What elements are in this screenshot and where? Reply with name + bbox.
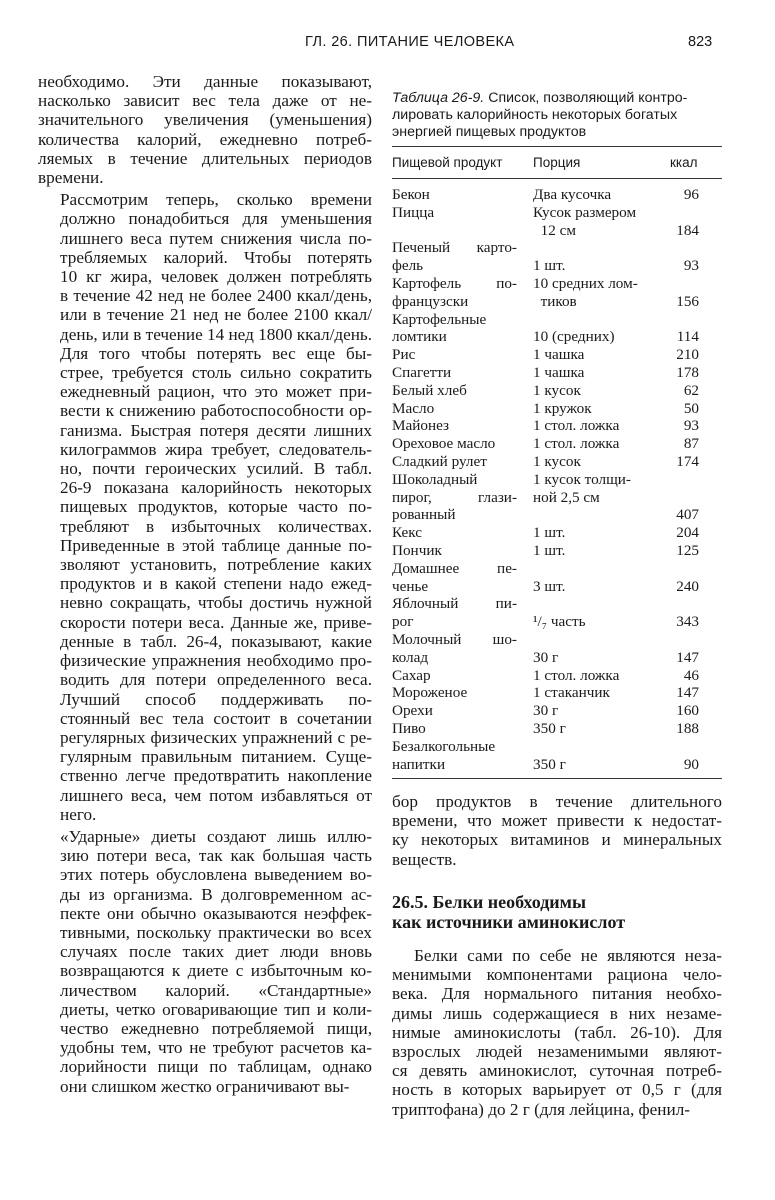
- table-row: [392, 738, 722, 774]
- kcal-cell: [662, 346, 699, 364]
- table-top-rule: [392, 146, 722, 147]
- food-line: Масло: [392, 399, 435, 417]
- food-line: Печеный карто-: [392, 239, 517, 257]
- kcal-value: 156: [676, 292, 699, 310]
- kcal-value: 160: [676, 702, 699, 720]
- text-line: насколько зависит вес тела даже от не-: [38, 91, 372, 111]
- food-line: Молочный шо-: [392, 630, 517, 648]
- text-line: значительного увеличения (уменьшения): [38, 110, 372, 130]
- food-line: рованный: [392, 506, 456, 524]
- table-row: [392, 684, 722, 702]
- text-line: гулярным правильным питанием. Суще-: [60, 747, 372, 767]
- table-bottom-rule: [392, 778, 722, 779]
- kcal-value: 174: [676, 452, 699, 470]
- page-number: 823: [688, 34, 713, 50]
- kcal-cell: [662, 293, 699, 311]
- text-line: менимыми компонентами рациона чело-: [392, 965, 722, 985]
- text-line: нимые аминокислоты (табл. 26-10). Для: [392, 1022, 722, 1042]
- kcal-cell: [662, 613, 699, 631]
- portion-cell: [533, 738, 658, 774]
- text-line: день, или в течение 14 нед 1800 ккал/день.: [60, 324, 373, 344]
- portion-cell: [533, 417, 658, 435]
- food-cell: [392, 702, 517, 720]
- food-line: Белый хлеб: [392, 381, 467, 399]
- portion-cell: [533, 720, 658, 738]
- table-row: [392, 524, 722, 542]
- portion-cell: [533, 542, 658, 560]
- food-line: Пончик: [392, 541, 442, 559]
- table-row: [392, 435, 722, 453]
- text-line: Для того чтобы потерять вес еще бы-: [60, 343, 372, 363]
- portion-line: Кусок размером: [533, 203, 637, 221]
- kcal-value: 50: [683, 399, 699, 417]
- text-line: количества калорий, ежедневно потреб-: [38, 129, 372, 149]
- table-row: [392, 453, 722, 471]
- food-line: Кекс: [392, 524, 423, 542]
- portion-line: 1 чашка: [533, 346, 585, 364]
- food-line: Картофель по-: [392, 274, 517, 292]
- kcal-value: 184: [676, 221, 699, 239]
- kcal-value: 93: [683, 257, 699, 275]
- kcal-cell: [662, 400, 699, 418]
- table-row: [392, 542, 722, 560]
- portion-cell: [533, 667, 658, 685]
- food-cell: [392, 631, 517, 667]
- text-line: водить для потери определенного веса.: [60, 670, 372, 690]
- kcal-cell: [662, 524, 699, 542]
- portion-line: 1 кусок: [533, 381, 581, 399]
- text-line: бор продуктов в течение длительного: [392, 792, 722, 811]
- portion-line: 3 шт.: [533, 577, 566, 595]
- food-cell: [392, 560, 517, 596]
- text-line: пекте они обычно оказываются неэффек-: [60, 903, 372, 923]
- portion-line: 1 стол. ложка: [533, 666, 620, 684]
- text-line: возвращаются к диете с избыточным ко-: [60, 961, 372, 981]
- calorie-table: [392, 186, 722, 773]
- kcal-value: 204: [676, 524, 699, 542]
- portion-line: 10 (средних): [533, 328, 615, 346]
- right-continuation-text: [392, 792, 722, 869]
- text-line: 10 кг жира, человек должен потреблять: [60, 267, 372, 287]
- food-cell: [392, 382, 517, 400]
- kcal-value: 87: [683, 435, 699, 453]
- table-row: [392, 346, 722, 364]
- text-line: но, почти героических усилий. В табл.: [60, 459, 372, 479]
- text-line: требляемых калорий. Чтобы потерять: [60, 247, 372, 267]
- paragraph: [392, 946, 722, 1119]
- portion-line: 1 кружок: [533, 399, 592, 417]
- text-line: денные в табл. 26-4, показывают, какие: [60, 631, 372, 651]
- text-line: чество ежедневно потребляемой пищи,: [60, 1018, 372, 1038]
- text-line: димы лишь содержащиеся в них незаме-: [392, 1003, 722, 1023]
- section-heading: [392, 892, 722, 932]
- portion-line: 350 г: [533, 755, 566, 773]
- text-line: требляют в избыточных количествах.: [60, 516, 372, 536]
- portion-cell: [533, 204, 658, 240]
- food-line: Рис: [392, 346, 416, 364]
- food-cell: [392, 346, 517, 364]
- paragraph: [38, 72, 372, 187]
- food-line: ченье: [392, 577, 429, 595]
- portion-cell: [533, 239, 658, 275]
- chapter-title: ГЛ. 26. ПИТАНИЕ ЧЕЛОВЕКА: [305, 34, 515, 50]
- food-line: Сахар: [392, 666, 431, 684]
- food-cell: [392, 311, 517, 347]
- portion-cell: [533, 400, 658, 418]
- kcal-cell: [662, 542, 699, 560]
- table-row: [392, 204, 722, 240]
- table-header-kcal: ккал: [670, 155, 698, 170]
- food-line: Бекон: [392, 186, 430, 203]
- table-caption: [392, 90, 722, 141]
- table-row: [392, 667, 722, 685]
- left-text-column: [38, 72, 372, 1096]
- kcal-value: 62: [683, 381, 699, 399]
- text-line: удобны тем, что не требуют расчетов ка-: [60, 1038, 372, 1058]
- table-row: [392, 471, 722, 524]
- table-row: [392, 382, 722, 400]
- table-row: [392, 364, 722, 382]
- kcal-value: 210: [676, 346, 699, 364]
- text-line: лорийности пищи по таблицам, однако: [60, 1057, 372, 1077]
- kcal-value: 343: [676, 613, 699, 631]
- text-line: ственно легче предотвратить накопление: [60, 766, 372, 786]
- text-line: ганизма. Быстрая потеря десяти лишних: [60, 420, 372, 440]
- text-line: века. Для нормального питания необхо-: [392, 984, 722, 1004]
- food-cell: [392, 524, 517, 542]
- portion-line: 10 средних лом-: [533, 274, 638, 292]
- food-line: Шоколадный: [392, 470, 478, 488]
- text-line: продуктов и в какой степени надо ежед-: [60, 574, 372, 594]
- food-line: Безалкогольные: [392, 737, 496, 755]
- section-paragraph: [392, 946, 722, 1119]
- food-line: Мороженое: [392, 684, 468, 702]
- kcal-value: 125: [676, 541, 699, 559]
- text-line: скорости потери веса. Данные же, приве-: [60, 612, 372, 632]
- portion-cell: [533, 631, 658, 667]
- food-line: Майонез: [392, 417, 450, 435]
- food-cell: [392, 364, 517, 382]
- text-line: этих потерь обусловлена выведением во-: [60, 865, 372, 885]
- kcal-cell: [662, 417, 699, 435]
- caption-line: Список, позволяющий контро-: [488, 90, 688, 106]
- table-row: [392, 275, 722, 311]
- portion-line: 12 см: [533, 221, 576, 239]
- kcal-cell: [662, 453, 699, 471]
- text-line: Белки сами по себе не являются неза-: [414, 946, 722, 965]
- text-line: ежедневный рацион, что это может при-: [60, 382, 372, 402]
- food-cell: [392, 738, 517, 774]
- text-line: ды из организма. В долговременном ас-: [60, 884, 372, 904]
- text-line: «Ударные» диеты создают лишь иллю-: [60, 826, 372, 846]
- kcal-value: 188: [676, 719, 699, 737]
- portion-line: 1 кусок: [533, 452, 581, 470]
- kcal-cell: [662, 186, 699, 204]
- food-cell: [392, 453, 517, 471]
- food-line: напитки: [392, 755, 446, 773]
- food-cell: [392, 471, 517, 524]
- kcal-cell: [662, 382, 699, 400]
- text-line: времени, что может привести к недостат-: [392, 811, 722, 831]
- portion-line: [533, 239, 658, 257]
- food-cell: [392, 595, 517, 631]
- kcal-cell: [662, 649, 699, 667]
- food-line: фель: [392, 257, 424, 275]
- kcal-cell: [662, 222, 699, 240]
- text-line: взрослых людей незаменимыми являют-: [392, 1042, 722, 1062]
- text-line: пищевых продуктов, которые часто по-: [60, 497, 372, 517]
- kcal-value: 46: [683, 666, 699, 684]
- kcal-value: 114: [676, 328, 699, 346]
- text-line: регулярных физических упражнений с ре-: [60, 727, 372, 747]
- food-cell: [392, 186, 517, 204]
- text-line: ляемых в течение длительных периодов: [38, 148, 372, 168]
- text-line: физические упражнения необходимо про-: [60, 651, 372, 671]
- kcal-cell: [662, 257, 699, 275]
- text-line: него.: [60, 804, 97, 824]
- food-cell: [392, 204, 517, 240]
- table-caption-label: Таблица 26-9.: [392, 90, 485, 106]
- text-line: зию потери веса, так как большая часть: [60, 846, 372, 866]
- text-line: вести к снижению работоспособности ор-: [60, 401, 372, 421]
- food-line: Пиво: [392, 719, 426, 737]
- food-line: рог: [392, 613, 414, 631]
- text-line: ность в которых варьирует от 0,5 г (для: [392, 1080, 722, 1100]
- text-line: лишнего веса, чем потом избавляться от: [60, 785, 372, 805]
- portion-line: [533, 311, 658, 329]
- food-line: Яблочный пи-: [392, 595, 517, 613]
- food-line: пирог, глази-: [392, 488, 517, 506]
- table-row: [392, 239, 722, 275]
- paragraph: [38, 827, 372, 1096]
- table-header-portion: Порция: [533, 155, 581, 170]
- text-line: должно понадобиться для уменьшения: [60, 209, 372, 229]
- text-line: стоянный вес тела состоит в сочетании: [60, 708, 372, 728]
- portion-cell: [533, 275, 658, 311]
- food-cell: [392, 542, 517, 560]
- text-line: веществ.: [392, 849, 457, 869]
- portion-line: 30 г: [533, 702, 559, 720]
- text-line: необходимо. Эти данные показывают,: [38, 72, 372, 91]
- food-cell: [392, 275, 517, 311]
- food-cell: [392, 417, 517, 435]
- paragraph: [38, 190, 372, 824]
- portion-line: тиков: [533, 292, 577, 310]
- kcal-cell: [662, 756, 699, 774]
- food-line: [392, 222, 517, 240]
- table-row: [392, 702, 722, 720]
- kcal-value: 178: [676, 363, 699, 381]
- food-cell: [392, 720, 517, 738]
- text-line: диеты, четко оговаривающие тип и коли-: [60, 999, 372, 1019]
- kcal-value: 90: [683, 755, 699, 773]
- kcal-value: 147: [676, 684, 699, 702]
- portion-line: ¹/₇ часть: [533, 613, 586, 631]
- portion-line: 1 кусок толщи-: [533, 470, 631, 488]
- table-row: [392, 560, 722, 596]
- portion-cell: [533, 524, 658, 542]
- food-line: Сладкий рулет: [392, 452, 487, 470]
- food-cell: [392, 239, 517, 275]
- portion-line: 30 г: [533, 648, 559, 666]
- portion-line: 350 г: [533, 719, 566, 737]
- portion-cell: [533, 471, 658, 524]
- kcal-cell: [662, 506, 699, 524]
- text-line: зволяют установить, потребление каких: [60, 555, 372, 575]
- portion-line: [533, 560, 658, 578]
- food-line: Орехи: [392, 702, 433, 720]
- portion-line: 1 шт.: [533, 257, 566, 275]
- text-line: Приведенные в этой таблице данные по-: [60, 535, 372, 555]
- food-cell: [392, 667, 517, 685]
- text-line: Лучший способ поддерживать по-: [60, 689, 372, 709]
- kcal-value: 240: [676, 577, 699, 595]
- portion-cell: [533, 560, 658, 596]
- portion-line: 1 чашка: [533, 363, 585, 381]
- kcal-cell: [662, 684, 699, 702]
- text-line: триптофана) до 2 г (для лейцина, фенил-: [392, 1099, 691, 1119]
- text-line: ся девять аминокислот, суточная потреб-: [392, 1061, 722, 1081]
- table-row: [392, 400, 722, 418]
- table-header-rule: [392, 178, 722, 179]
- text-line: ку некоторых витаминов и минеральных: [392, 830, 722, 850]
- kcal-cell: [662, 667, 699, 685]
- kcal-cell: [662, 364, 699, 382]
- section-heading-line: как источники аминокислот: [392, 912, 626, 932]
- caption-line: лировать калорийность некоторых богатых: [392, 107, 678, 123]
- food-cell: [392, 435, 517, 453]
- food-line: колад: [392, 648, 429, 666]
- running-header: [0, 34, 775, 58]
- portion-cell: [533, 684, 658, 702]
- kcal-value: 147: [676, 648, 699, 666]
- food-cell: [392, 400, 517, 418]
- text-line: тивными, поскольку практически во всех: [60, 922, 372, 942]
- text-line: времени.: [38, 168, 104, 188]
- portion-line: 1 стол. ложка: [533, 417, 620, 435]
- portion-line: 1 стаканчик: [533, 684, 610, 702]
- kcal-cell: [662, 720, 699, 738]
- text-line: килограммов жира требует, следователь-: [60, 439, 372, 459]
- portion-cell: [533, 186, 658, 204]
- table-row: [392, 631, 722, 667]
- table-row: [392, 311, 722, 347]
- portion-cell: [533, 364, 658, 382]
- portion-line: [533, 595, 658, 613]
- portion-line: 1 шт.: [533, 524, 566, 542]
- text-line: в течение 42 нед не более 2400 ккал/день,: [60, 286, 372, 306]
- portion-cell: [533, 311, 658, 347]
- text-line: стрее, требуется столь сильно сократить: [60, 363, 372, 383]
- text-line: 26-9 показана калорийность некоторых: [60, 478, 372, 498]
- food-line: ломтики: [392, 328, 447, 346]
- food-line: французски: [392, 292, 469, 310]
- portion-cell: [533, 595, 658, 631]
- food-line: Пицца: [392, 203, 435, 221]
- text-line: личеством калорий. «Стандартные»: [60, 980, 372, 1000]
- portion-line: [533, 506, 658, 524]
- portion-cell: [533, 435, 658, 453]
- kcal-value: 93: [683, 417, 699, 435]
- portion-line: [533, 631, 658, 649]
- portion-line: [533, 738, 658, 756]
- kcal-value: 96: [683, 186, 699, 203]
- text-line: невно сокращать, чтобы достичь нужной: [60, 593, 372, 613]
- food-line: Домашнее пе-: [392, 559, 517, 577]
- table-row: [392, 417, 722, 435]
- kcal-cell: [662, 328, 699, 346]
- portion-line: 1 шт.: [533, 541, 566, 559]
- food-cell: [392, 684, 517, 702]
- table-header-food: Пищевой продукт: [392, 155, 503, 170]
- section-heading-line: 26.5. Белки необходимы: [392, 892, 586, 912]
- table-row: [392, 720, 722, 738]
- table-row: [392, 186, 722, 204]
- text-line: случаях после таких диет люди вновь: [60, 942, 372, 962]
- kcal-cell: [662, 578, 699, 596]
- text-line: Рассмотрим теперь, сколько времени: [60, 190, 372, 210]
- food-line: Картофельные: [392, 310, 487, 328]
- kcal-cell: [662, 435, 699, 453]
- table-row: [392, 595, 722, 631]
- portion-line: Два кусочка: [533, 186, 612, 203]
- kcal-cell: [662, 702, 699, 720]
- caption-line: энергией пищевых продуктов: [392, 124, 587, 140]
- portion-cell: [533, 702, 658, 720]
- portion-cell: [533, 453, 658, 471]
- portion-cell: [533, 346, 658, 364]
- portion-cell: [533, 382, 658, 400]
- text-line: или в течение 21 нед не более 2100 ккал/: [60, 305, 372, 325]
- text-line: они слишком жестко ограничивают вы-: [60, 1076, 350, 1096]
- food-line: Ореховое масло: [392, 435, 496, 453]
- food-line: Спагетти: [392, 363, 452, 381]
- paragraph: [392, 792, 722, 869]
- portion-line: ной 2,5 см: [533, 488, 600, 506]
- text-line: лишнего веса путем снижения числа по-: [60, 228, 372, 248]
- portion-line: 1 стол. ложка: [533, 435, 620, 453]
- kcal-value: 407: [676, 506, 699, 524]
